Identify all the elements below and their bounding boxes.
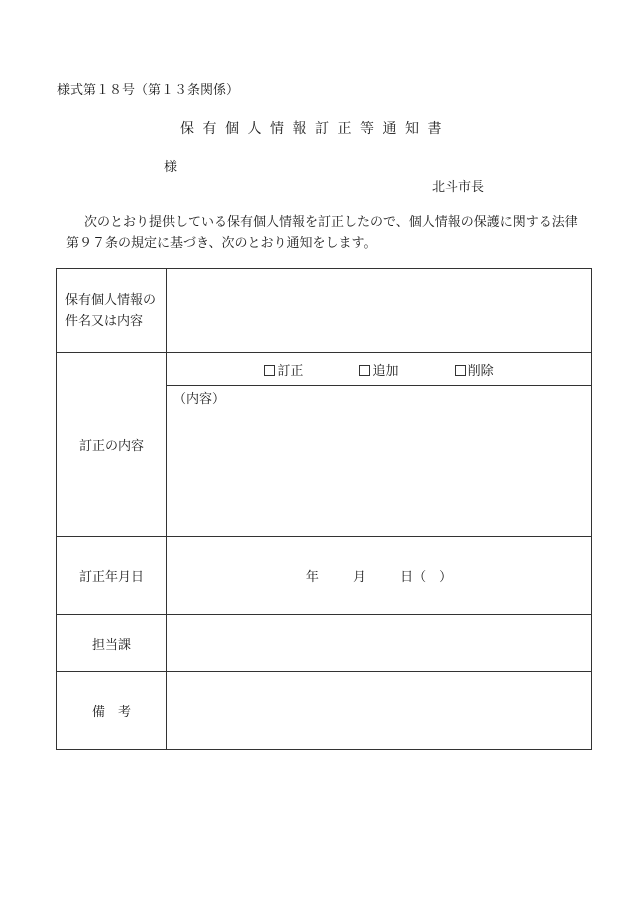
subject-label [57, 269, 167, 353]
issuer-name: 北斗市長 [432, 180, 485, 195]
date-row [57, 537, 592, 615]
form-number: 様式第１８号（第１３条関係） [57, 83, 240, 98]
remarks-field[interactable] [167, 672, 592, 750]
checkbox-correct[interactable] [264, 365, 275, 376]
body-text [66, 212, 606, 254]
addressee-suffix: 様 [164, 160, 178, 175]
content-label: （内容） [173, 392, 226, 407]
dept-field[interactable] [167, 615, 592, 672]
body-line-1: 次のとおり提供している保有個人情報を訂正したので、個人情報の保護に関する法律 [84, 215, 578, 230]
option-correct[interactable] [264, 360, 303, 379]
option-add[interactable] [359, 360, 398, 379]
subject-row [57, 269, 592, 353]
date-field[interactable] [167, 537, 592, 615]
option-add-label: 追加 [372, 363, 399, 379]
subject-field[interactable] [167, 269, 592, 353]
subject-label-line1: 保有個人情報の [65, 292, 157, 308]
body-line-2: 第９７条の規定に基づき、次のとおり通知をします。 [66, 236, 377, 251]
option-delete[interactable] [455, 360, 494, 379]
option-correct-label: 訂正 [277, 363, 304, 379]
remarks-row [57, 672, 592, 750]
notification-table [56, 268, 592, 750]
checkbox-delete[interactable] [455, 365, 466, 376]
dept-label: 担当課 [57, 615, 167, 672]
date-day: 日（ ） [400, 570, 453, 585]
dept-row [57, 615, 592, 672]
subject-label-line2: 件名又は内容 [65, 313, 144, 329]
option-delete-label: 削除 [467, 363, 494, 379]
checkbox-add[interactable] [359, 365, 370, 376]
date-label: 訂正年月日 [57, 537, 167, 615]
date-year: 年 [305, 570, 319, 585]
date-month: 月 [352, 570, 366, 585]
document-title: 保有個人情報訂正等通知書 [180, 121, 450, 137]
remarks-label: 備 考 [57, 672, 167, 750]
correction-content-field[interactable] [167, 386, 592, 537]
correction-options [167, 353, 592, 386]
correction-options-row [57, 353, 592, 386]
correction-label: 訂正の内容 [57, 353, 167, 537]
